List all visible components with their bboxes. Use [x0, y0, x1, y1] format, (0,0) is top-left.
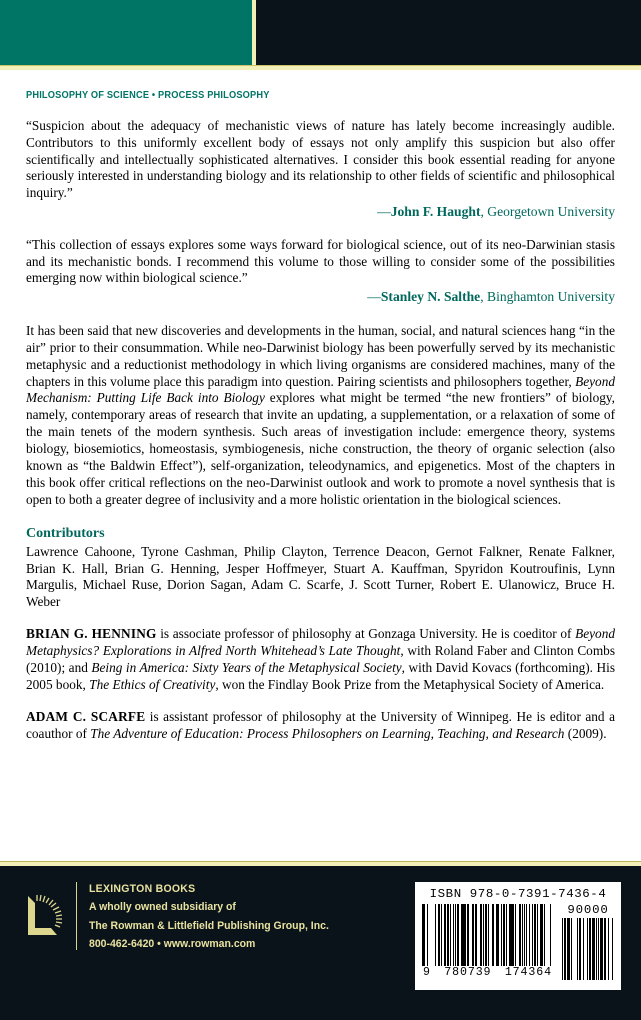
barcode-digit-group-1: 780739 — [444, 965, 492, 979]
back-cover-content — [0, 69, 641, 743]
editor-name-scarfe: ADAM C. SCARFE — [26, 708, 146, 724]
blurb-quote-2: “This collection of essays explores some ways forward for biological science, out of its neo-Darwinian stasis and its mechanistic bonds. I recommend this volume to those willing to consider some of the possibilities emerging now within biological science.” — [26, 236, 615, 286]
cover-header-bands — [0, 0, 641, 68]
editor-name-henning: BRIAN G. HENNING — [26, 626, 157, 642]
barcode-main — [422, 904, 553, 980]
logo-svg — [24, 894, 66, 940]
publisher-block — [24, 880, 350, 956]
isbn-barcode — [415, 882, 621, 990]
header-dark-band — [256, 0, 641, 65]
barcode-addon — [562, 904, 614, 981]
bio-text-1a: is associate professor of philosophy at Gonzaga University. He is coeditor of — [156, 626, 576, 642]
bio-text-2a: is assistant professor of philosophy at the University of Winnipeg. He is editor and a coauthor of — [26, 708, 615, 741]
barcode-digits — [422, 967, 553, 980]
publisher-subsidiary-line: A wholly owned subsidiary of — [89, 901, 236, 914]
barcode-addon-bars — [562, 918, 614, 980]
bio-text-2b: (2009). — [564, 725, 607, 741]
blurb-attribution-2 — [26, 288, 615, 306]
barcode-digit-left: 9 — [423, 965, 431, 979]
barcode-main-bars — [422, 904, 553, 966]
contributors-heading: Contributors — [26, 525, 105, 541]
category-line: PHILOSOPHY OF SCIENCE • PROCESS PHILOSOPHY — [26, 89, 270, 101]
publisher-separator-line — [76, 882, 77, 950]
blurb-attribution-1 — [26, 203, 615, 221]
bio-title-1b: Being in America: Sixty Years of the Metaphysical Society — [91, 660, 402, 676]
bio-text-1d: , won the Findlay Book Prize from the Metaphysical Society of America. — [215, 676, 605, 692]
blurb-author-2: Stanley N. Salthe — [380, 289, 481, 305]
blurb-affiliation-2: , Binghamton University — [480, 289, 615, 305]
blurb-dash-1: — — [377, 204, 391, 220]
barcode-digit-group-2: 174364 — [504, 965, 552, 979]
blurb-affiliation-1: , Georgetown University — [480, 204, 615, 220]
editor-bio-scarfe — [26, 709, 615, 743]
bio-title-1c: The Ethics of Creativity — [89, 676, 216, 692]
bio-title-1a: Beyond Metaphysics? Explorations in Alfred North Whitehead’s Late Thought — [26, 626, 615, 659]
barcode-row — [422, 904, 614, 981]
header-teal-band — [0, 0, 252, 65]
editor-bio-henning — [26, 626, 615, 694]
isbn-label: ISBN 978-0-7391-7436-4 — [429, 887, 607, 901]
cover-footer — [0, 866, 641, 1020]
book-description — [26, 323, 615, 509]
blurb-dash-2: — — [367, 289, 381, 305]
blurb-quote-1: “Suspicion about the adequacy of mechanistic views of nature has lately become increasingly audible. Contributors to this uniformly excellent body of essays not only amplify this suspicion but also offer scientifically and intellectually sophisticated alternatives. I consider this book essential reading for anyone seriously interested in understanding biology and its relationship to other fields of scientific and philosophical inquiry.” — [26, 118, 615, 201]
barcode-addon-number: 90000 — [567, 902, 609, 917]
description-part-1: It has been said that new discoveries and developments in the human, social, and natural sciences hang “in the air” prior to their consummation. While neo-Darwinist biology has been powerfully served by its mechanistic metaphysic and a reductionist methodology in which living organisms are considered machines, many of the chapters in this volume place this paradigm into question. Pairing scientists and philosophers together, — [26, 322, 615, 389]
lexington-books-logo-icon — [24, 894, 66, 940]
bio-title-2a: The Adventure of Education: Process Philosophers on Learning, Teaching, and Research — [90, 725, 565, 741]
publisher-contact-line[interactable]: 800-462-6420 • www.rowman.com — [89, 938, 256, 951]
bio-text-1b: , with Roland Faber and Clinton Combs (2010); and — [26, 643, 615, 676]
publisher-text — [89, 880, 329, 954]
blurb-author-1: John F. Haught — [390, 204, 481, 220]
book-title-italic: Beyond Mechanism: Putting Life Back into Biology — [26, 373, 615, 406]
bio-text-1c: , with David Kovacs (forthcoming). His 2005 book, — [26, 660, 615, 692]
contributors-list: Lawrence Cahoone, Tyrone Cashman, Philip Clayton, Terrence Deacon, Gernot Falkner, Renate Falkner, Brian K. Hall, Brian G. Henning, Jesper Hoffmeyer, Stuart A. Kauffman, Spyridon Koutroufinis, Lynn Margulis, Michael Ruse, Dorion Sagan, Adam C. Scarfe, J. Scott Turner, Robert E. Ulanowicz, Bruce H. Weber — [26, 543, 615, 610]
description-part-2: explores what might be termed “the new frontiers” of biology, namely, contemporary areas of research that invite an updating, a supplementation, or a relaxation of some of the main tenets of the modern synthesis. Such areas of investigation include: emergence theory, systems biology, biosemiotics, homeostasis, symbiogenesis, niche construction, the theory of organic selection (also known as “the Baldwin Effect”), self-organization, teleodynamics, and epigenetics. Most of the chapters in this book offer critical reflections on the neo-Darwinist outlook and work to promote a novel synthesis that is open to both a greater degree of inclusivity and a more holistic orientation in the biological sciences. — [26, 390, 615, 507]
publisher-name: LEXINGTON BOOKS — [89, 883, 196, 895]
publisher-group-line: The Rowman & Littlefield Publishing Group, Inc. — [89, 919, 329, 932]
